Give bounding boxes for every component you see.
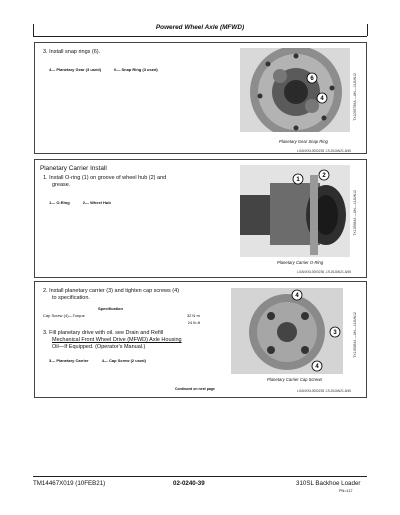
callout-1: 1 <box>296 177 300 183</box>
figure-code: LOANXSL0000235 -19-26JAN21-8/45 <box>297 149 352 153</box>
callout-6: 6 <box>310 76 314 82</box>
legend <box>49 358 158 363</box>
legend-item: 1— O-Ring <box>49 200 70 205</box>
figure-code: LOANXSL0000235 -19-26JAN21-8/45 <box>297 389 352 393</box>
footer-manual-id: TM14467X019 (10FEB21) <box>33 480 106 487</box>
step-text: 1. Install O-ring (1) on groove of wheel hub (2) and <box>43 175 167 181</box>
section-planetary-carrier-install <box>34 159 367 278</box>
spec-heading: Specification <box>98 306 123 311</box>
planetary-gear-snap-ring-photo <box>240 48 350 132</box>
legend-item: 4— Cap Screw (2 used) <box>101 358 146 363</box>
footer-page-number: 02-0240-39 <box>173 480 205 487</box>
step-text-cont: grease. <box>52 182 71 188</box>
callout-4: 4 <box>320 96 324 102</box>
figure-caption: Planetary Carrier Cap Screws <box>267 377 323 382</box>
spec-label: Cap Screw (4)—Torque <box>43 313 85 318</box>
step-text-cont: Oil—If Equipped. (Operator's Manual.) <box>52 344 146 350</box>
legend-item: 3— Planetary Carrier <box>49 358 89 363</box>
planetary-carrier-o-ring-photo <box>240 165 350 257</box>
legend <box>49 67 170 72</box>
footer-product-name: 310SL Backhoe Loader <box>296 480 361 487</box>
footer-divider <box>33 476 367 477</box>
footer-pn: PN=117 <box>339 489 353 493</box>
continued-note: Continued on next page <box>175 387 215 391</box>
manual-reference-link[interactable]: Mechanical Front Wheel Drive (MFWD) Axle Housing <box>52 337 182 343</box>
header-divider <box>33 36 367 37</box>
legend <box>49 200 123 205</box>
legend-item: 2— Wheel Hub <box>82 200 111 205</box>
step-text: 3. Install snap rings (6). <box>43 49 101 55</box>
section-title: Planetary Carrier Install <box>40 165 107 172</box>
callout-3: 3 <box>333 330 337 336</box>
figure-code-vertical: TX1056789A —UN—14JUN12 <box>353 73 357 121</box>
figure-caption: Planetary Carrier O-Ring <box>277 260 324 265</box>
figure-code-vertical: TX1056844 —UN—14JUN12 <box>353 190 357 236</box>
figure-code: LOANXSL0000236 -19-26JAN21-8/45 <box>297 270 352 274</box>
callout-4-top: 4 <box>295 293 299 299</box>
step-text-cont: to specification. <box>52 295 90 301</box>
spec-row <box>43 313 200 318</box>
callout-2: 2 <box>322 173 326 179</box>
figure-code-vertical: TX1056844 —UN—14JUN12 <box>353 312 357 358</box>
legend-item: 4— Planetary Gear (3 used) <box>49 67 102 72</box>
callout-4-bottom: 4 <box>315 364 319 370</box>
legend-item: 6— Snap Ring (3 used) <box>114 67 158 72</box>
planetary-carrier-cap-screws-photo <box>231 288 343 374</box>
step-text: 2. Install planetary carrier (3) and tighten cap screws (4) <box>43 288 180 294</box>
figure-caption: Planetary Gear Snap Ring <box>279 139 328 144</box>
step-text: 3. Fill planetary drive with oil. see Drain and Refill <box>43 330 164 336</box>
section-snap-rings <box>34 42 367 154</box>
section-install-carrier <box>34 281 367 398</box>
spec-value-nm: 32 N·m <box>186 313 200 318</box>
spec-value-lbft: 24 lb-ft <box>187 320 200 325</box>
page-header-title: Powered Wheel Axle (MFWD) <box>155 24 245 31</box>
